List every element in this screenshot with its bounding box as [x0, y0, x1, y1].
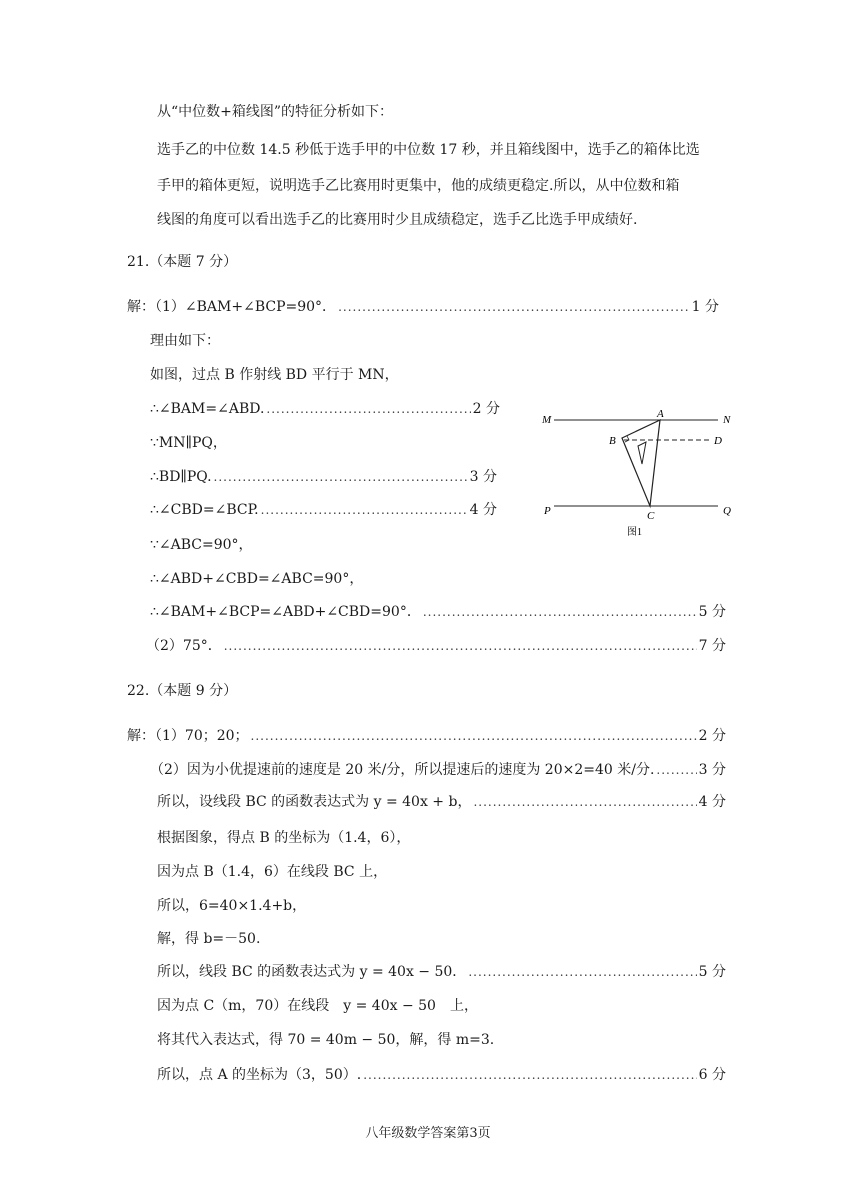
q21-step-4-score: 4 分: [469, 502, 497, 518]
q21-part-2: [146, 636, 726, 656]
q22-substitute: 所以，6=40×1.4+b，: [157, 898, 307, 914]
q22-header: 22.（本题 9 分）: [127, 683, 238, 699]
q22-step-5-text: 所以，点 A 的坐标为（3，50）.: [157, 1067, 362, 1083]
q21-abc: ∵∠ABC=90°，: [150, 537, 253, 553]
q21-part-2-text: （2）75°．: [146, 638, 222, 654]
q21-step-3-score: 3 分: [469, 469, 497, 485]
leader-dots: [423, 602, 697, 622]
q21-step-3-text: ∴BD∥PQ.: [150, 469, 212, 485]
q22-step-4: [157, 962, 726, 982]
leader-dots: [656, 760, 696, 780]
leader-dots: [224, 636, 697, 656]
q21-answer-1-text: 解：（1）∠BAM+∠BCP=90°．: [127, 299, 337, 315]
figure-caption: 图1: [627, 527, 642, 538]
q21-step-2-text: ∴∠BAM=∠ABD.: [150, 401, 265, 417]
leader-dots: [473, 792, 696, 812]
q22-part-1-score: 2 分: [698, 728, 726, 744]
q22-step-5: [157, 1065, 726, 1085]
label-p: P: [544, 505, 551, 517]
label-c: C: [647, 510, 655, 522]
q22-part-2: [150, 760, 726, 780]
q22-solve-b: 解，得 b=－50.: [157, 931, 261, 947]
label-b: B: [609, 435, 616, 447]
q22-part-1-text: 解：（1）70；20；: [127, 728, 249, 744]
q22-step-3: [157, 792, 726, 812]
q21-sum: ∴∠ABD+∠CBD=∠ABC=90°，: [150, 571, 364, 587]
q21-step-5-text: ∴∠BAM+∠BCP=∠ABD+∠CBD=90°．: [150, 604, 421, 620]
label-d: D: [714, 435, 722, 447]
q22-step-3-score: 4 分: [698, 794, 726, 810]
intro-line-1: 从“中位数+箱线图”的特征分析如下：: [157, 104, 394, 120]
triangle-abc: [622, 420, 660, 506]
label-m: M: [542, 414, 552, 426]
q21-step-5-score: 5 分: [698, 604, 726, 620]
q22-on-bc: 因为点 B（1.4，6）在线段 BC 上，: [157, 864, 388, 880]
intro-line-4: 线图的角度可以看出选手乙的比赛用时少且成绩稳定，选手乙比选手甲成绩好.: [157, 212, 638, 228]
q22-part-1: [127, 726, 726, 746]
q22-part-2-text: （2）因为小优提速前的速度是 20 米/分，所以提速后的速度为 20×2=40 米/分.: [150, 762, 655, 778]
q21-step-5: [150, 602, 726, 622]
q21-answer-1-score: 1 分: [691, 299, 719, 315]
page-footer: 八年级数学答案第3页: [365, 1126, 491, 1141]
q22-step-4-text: 所以，线段 BC 的函数表达式为 y = 40x − 50．: [157, 964, 467, 980]
q21-step-3: [150, 467, 497, 487]
leader-dots: [261, 500, 468, 520]
q21-step-2: [150, 399, 500, 419]
intro-line-3: 手甲的箱体更短，说明选手乙比赛用时更集中，他的成绩更稳定.所以，从中位数和箱: [157, 178, 680, 194]
q21-step-4-text: ∴∠CBD=∠BCP.: [150, 502, 259, 518]
figure-1-diagram: [538, 406, 738, 542]
q22-solve-m: 将其代入表达式，得 70 = 40m − 50，解，得 m=3.: [157, 1032, 495, 1048]
q22-step-4-score: 5 分: [698, 964, 726, 980]
q21-header: 21.（本题 7 分）: [127, 254, 238, 270]
q22-point-b: 根据图象，得点 B 的坐标为（1.4，6），: [157, 830, 411, 846]
q21-reason: 理由如下：: [150, 333, 220, 349]
leader-dots: [338, 297, 690, 317]
leader-dots: [468, 962, 696, 982]
label-q: Q: [723, 505, 731, 517]
q22-part-2-score: 3 分: [698, 762, 726, 778]
leader-dots: [266, 399, 470, 419]
q21-step-4: [150, 500, 497, 520]
leader-dots: [214, 467, 468, 487]
leader-dots: [363, 1065, 696, 1085]
q21-given: ∵MN∥PQ，: [150, 435, 227, 451]
q21-step-2-score: 2 分: [472, 401, 500, 417]
q21-part-2-score: 7 分: [698, 638, 726, 654]
q21-answer-1: [127, 297, 719, 317]
q22-step-3-text: 所以，设线段 BC 的函数表达式为 y = 40x + b，: [157, 794, 472, 810]
q22-step-5-score: 6 分: [698, 1067, 726, 1083]
label-a: A: [657, 408, 664, 420]
q21-construct: 如图，过点 B 作射线 BD 平行于 MN，: [150, 367, 399, 383]
q22-point-c: 因为点 C（m，70）在线段 y = 40x − 50 上，: [157, 998, 478, 1014]
label-n: N: [723, 414, 731, 426]
intro-line-2: 选手乙的中位数 14.5 秒低于选手甲的中位数 17 秒，并且箱线图中，选手乙的箱体比选: [157, 142, 700, 158]
leader-dots: [251, 726, 697, 746]
triangle-inner-cutout: [638, 442, 646, 464]
